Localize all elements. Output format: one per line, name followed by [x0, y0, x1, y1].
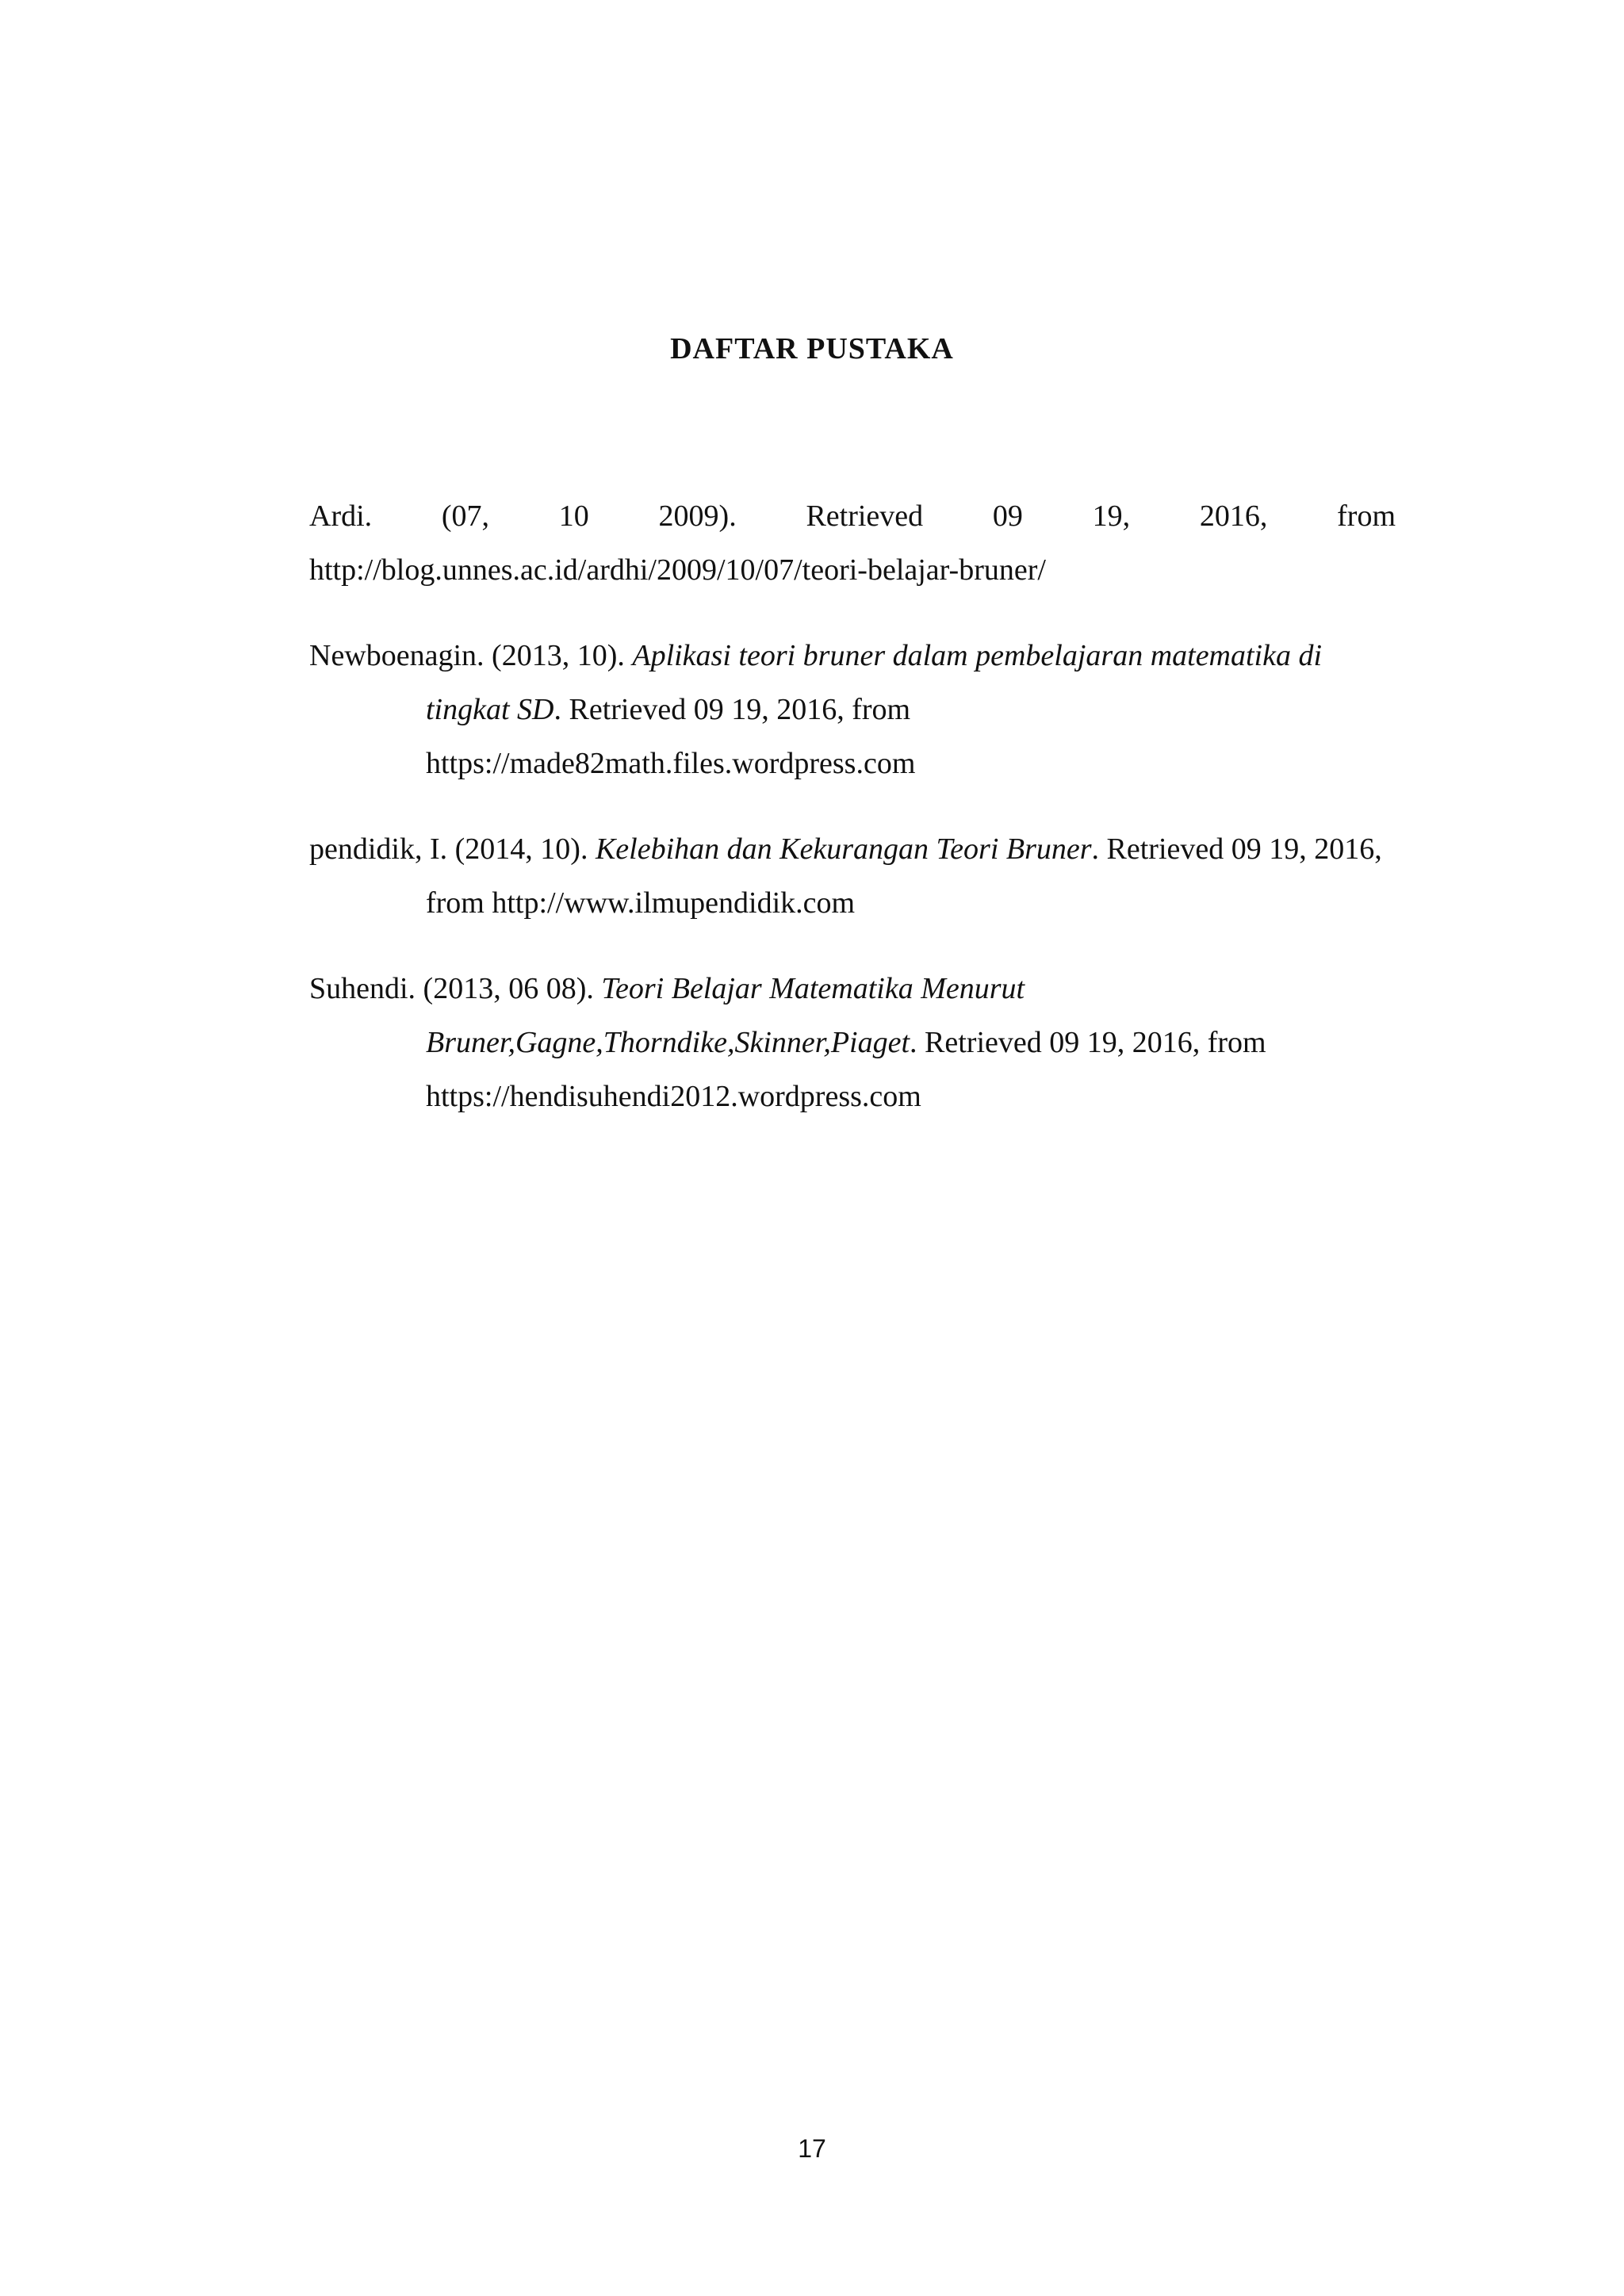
reference-entry: [309, 489, 1396, 597]
reference-url: http://blog.unnes.ac.id/ardhi/2009/10/07/teori-belajar-bruner/: [309, 553, 1046, 587]
page-title: DAFTAR PUSTAKA: [670, 332, 954, 365]
reference-retrieved: . Retrieved 09 19, 2016, from http://www.ilmupendidik.com: [426, 832, 1382, 920]
reference-title: Aplikasi teori bruner dalam pembelajaran matematika di tingkat SD: [426, 639, 1323, 726]
reference-entry: [309, 962, 1396, 1123]
reference-url: https://made82math.files.wordpress.com: [426, 747, 916, 780]
reference-retrieved: . Retrieved 09 19, 2016, from: [910, 1026, 1266, 1059]
reference-list: [309, 489, 1396, 1155]
reference-entry: [309, 822, 1396, 930]
reference-text: Ardi. (07, 10 2009). Retrieved 09 19, 2016, from: [309, 499, 1396, 533]
reference-title: Kelebihan dan Kekurangan Teori Bruner: [595, 832, 1092, 866]
reference-author-date: pendidik, I. (2014, 10).: [309, 832, 596, 866]
reference-author-date: Newboenagin. (2013, 10).: [309, 639, 633, 672]
reference-title: Teori Belajar Matematika Menurut Bruner,Gagne,Thorndike,Skinner,Piaget: [426, 972, 1025, 1059]
reference-retrieved: . Retrieved 09 19, 2016, from: [553, 693, 911, 726]
page-number: 17: [798, 2134, 826, 2163]
reference-url: https://hendisuhendi2012.wordpress.com: [426, 1080, 921, 1113]
reference-author-date: Suhendi. (2013, 06 08).: [309, 972, 602, 1005]
reference-entry: [309, 629, 1396, 790]
